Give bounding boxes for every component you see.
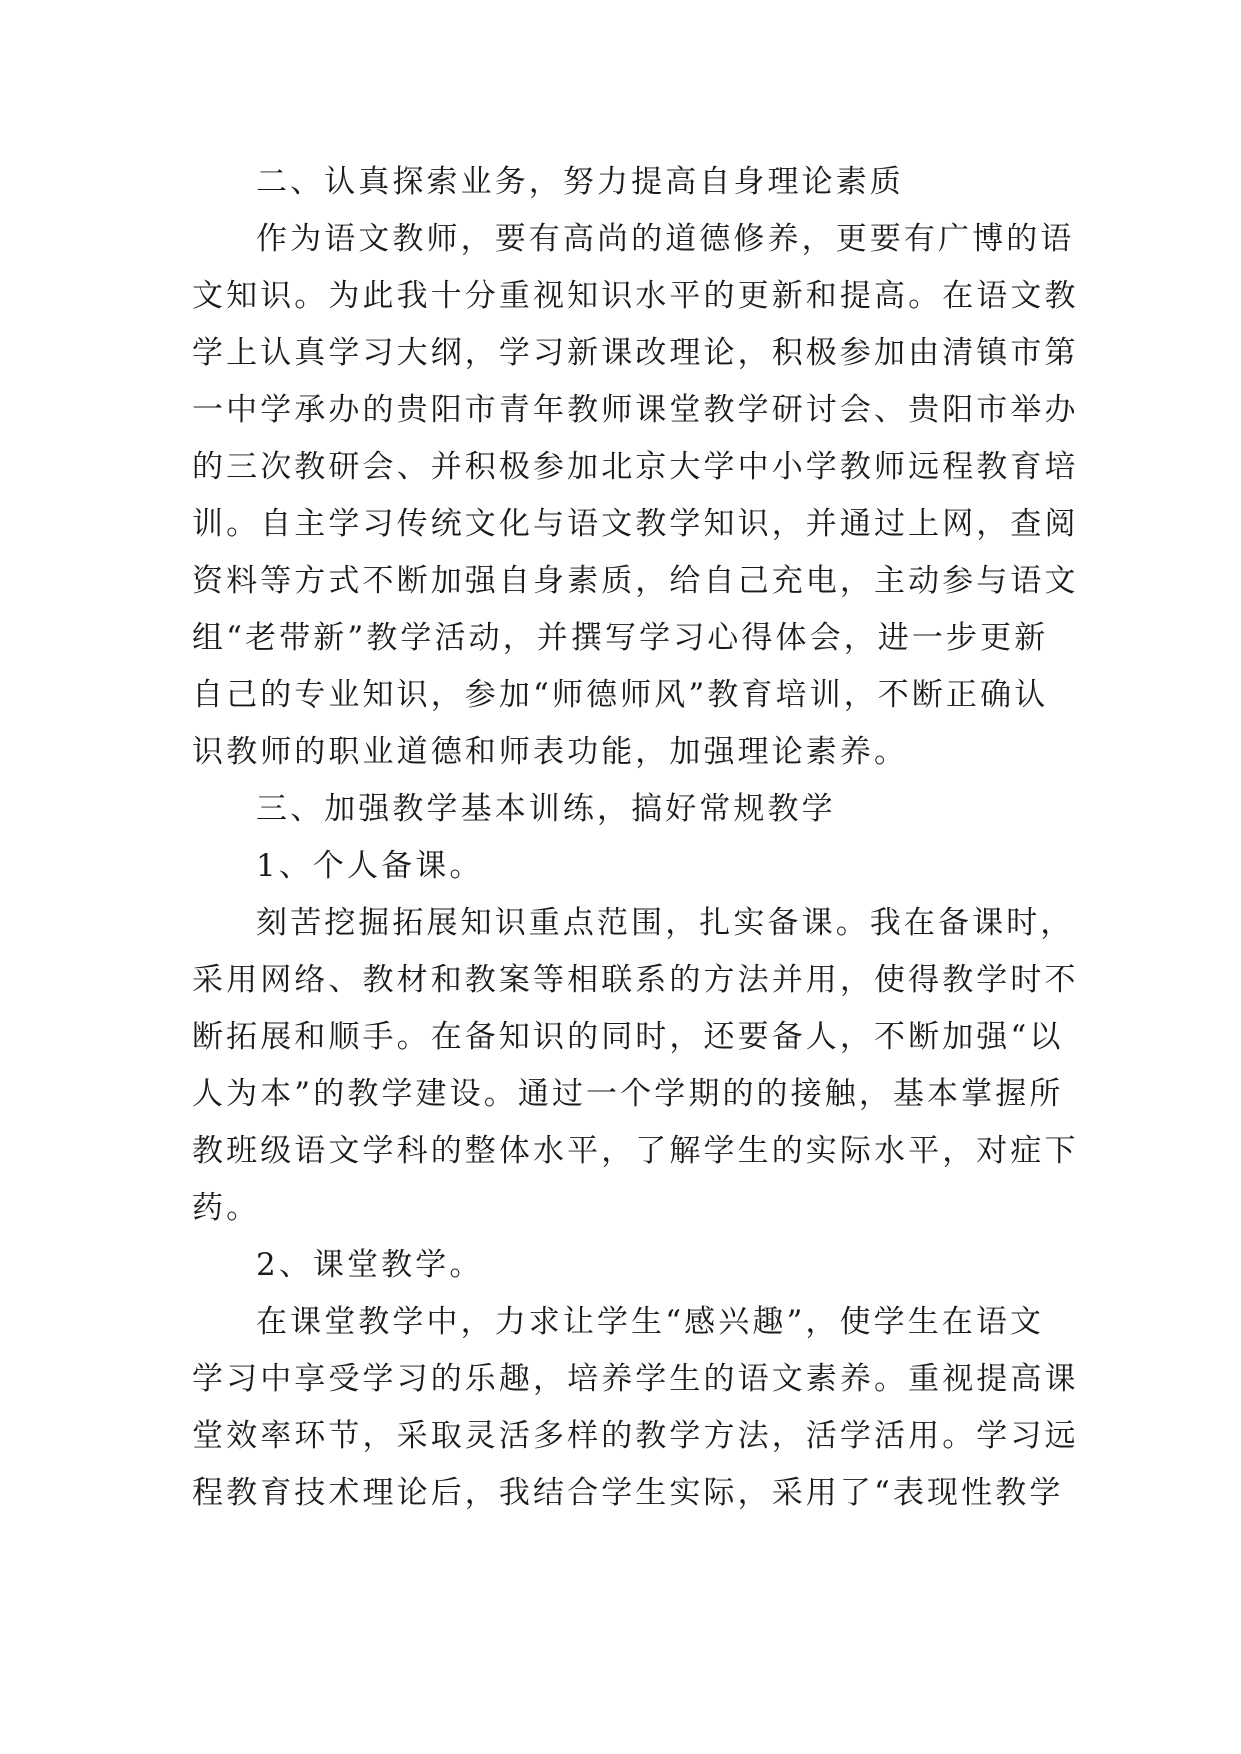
paragraph-line: 识教师的职业道德和师表功能，加强理论素养。	[192, 734, 909, 770]
paragraph-line: 人为本”的教学建设。通过一个学期的的接触，基本掌握所	[192, 1076, 1064, 1112]
paragraph-line: 作为语文教师，要有高尚的道德修养，更要有广博的语	[256, 221, 1075, 257]
paragraph-line: 程教育技术理论后，我结合学生实际，采用了“表现性教学	[192, 1475, 1064, 1511]
paragraph-line: 组“老带新”教学活动，并撰写学习心得体会，进一步更新	[192, 620, 1049, 656]
section-heading-3: 三、加强教学基本训练，搞好常规教学	[256, 791, 836, 827]
paragraph-line: 堂效率环节，采取灵活多样的教学方法，活学活用。学习远	[192, 1418, 1079, 1454]
paragraph-line: 药。	[192, 1190, 261, 1226]
paragraph-line: 资料等方式不断加强自身素质，给自己充电，主动参与语文	[192, 563, 1079, 599]
paragraph-line: 一中学承办的贵阳市青年教师课堂教学研讨会、贵阳市举办	[192, 392, 1079, 428]
subsection-heading-2: 2、课堂教学。	[256, 1247, 484, 1283]
paragraph-line: 的三次教研会、并积极参加北京大学中小学教师远程教育培	[192, 449, 1079, 485]
paragraph-line: 采用网络、教材和教案等相联系的方法并用，使得教学时不	[192, 962, 1079, 998]
subsection-heading-1: 1、个人备课。	[256, 848, 484, 884]
paragraph-line: 学习中享受学习的乐趣，培养学生的语文素养。重视提高课	[192, 1361, 1079, 1397]
section-heading-2: 二、认真探索业务，努力提高自身理论素质	[256, 164, 904, 200]
paragraph-line: 学上认真学习大纲，学习新课改理论，积极参加由清镇市第	[192, 335, 1079, 371]
paragraph-line: 文知识。为此我十分重视知识水平的更新和提高。在语文教	[192, 278, 1079, 314]
paragraph-line: 断拓展和顺手。在备知识的同时，还要备人，不断加强“以	[192, 1019, 1064, 1055]
paragraph-line: 自己的专业知识，参加“师德师风”教育培训，不断正确认	[192, 677, 1049, 713]
paragraph-line: 教班级语文学科的整体水平，了解学生的实际水平，对症下	[192, 1133, 1079, 1169]
paragraph-line: 训。自主学习传统文化与语文教学知识，并通过上网，查阅	[192, 506, 1079, 542]
paragraph-line: 刻苦挖掘拓展知识重点范围，扎实备课。我在备课时，	[256, 905, 1075, 941]
paragraph-line: 在课堂教学中，力求让学生“感兴趣”，使学生在语文	[256, 1304, 1045, 1340]
